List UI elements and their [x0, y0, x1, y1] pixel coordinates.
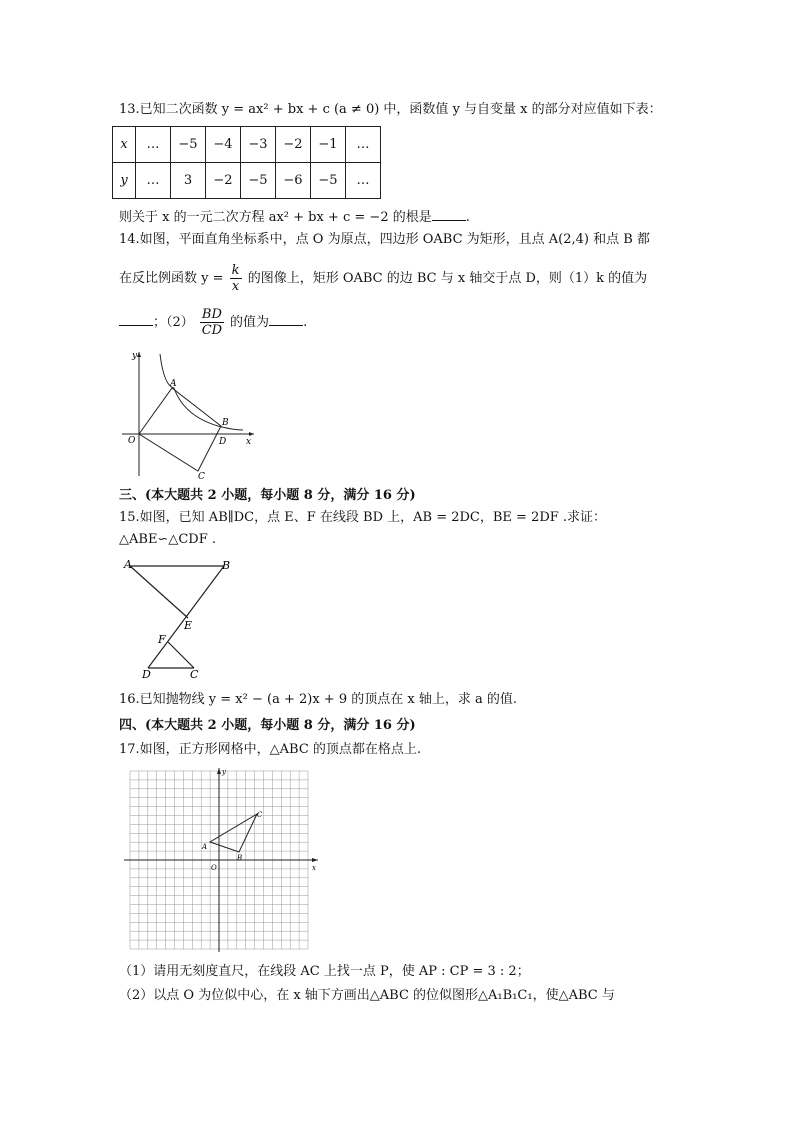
- frac-num: k: [231, 263, 240, 278]
- label-c: C: [257, 811, 263, 819]
- q15-line1: 15.如图，已知 AB∥DC，点 E、F 在线段 BD 上，AB = 2DC，BE = 2DF .求证：: [119, 510, 607, 525]
- table-cell: y: [113, 163, 136, 199]
- q14-text: 在反比例函数 y =: [119, 271, 224, 286]
- table-cell: −2: [206, 163, 241, 199]
- label-x: x: [246, 437, 252, 447]
- q14-text: .: [303, 315, 308, 330]
- table-cell: −5: [311, 163, 346, 199]
- label-d: D: [142, 668, 151, 681]
- segment-ae: [130, 566, 188, 618]
- q13-value-table: [112, 126, 381, 199]
- table-cell: −5: [241, 163, 276, 199]
- q17-part1: （1）请用无刻度直尺，在线段 AC 上找一点 P，使 AP : CP = 3 : 2；: [119, 964, 530, 979]
- answer-blank[interactable]: [269, 311, 303, 326]
- frac-den: CD: [201, 323, 223, 338]
- q13-question-text: 则关于 x 的一元二次方程 ax² + bx + c = −2 的根是: [119, 210, 432, 225]
- fraction-bd-over-cd: [200, 307, 224, 338]
- table-cell: x: [113, 127, 136, 163]
- q14-line1: 14.如图，平面直角坐标系中，点 O 为原点，四边形 OABC 为矩形，且点 A(2,4) 和点 B 都: [119, 232, 650, 247]
- table-cell: −5: [171, 127, 206, 163]
- answer-blank[interactable]: [432, 206, 466, 221]
- table-cell: …: [136, 127, 171, 163]
- label-y: y: [222, 768, 226, 776]
- label-f: F: [158, 633, 166, 646]
- q14-text: 的图像上，矩形 OABC 的边 BC 与 x 轴交于点 D，则（1）k 的值为: [247, 271, 648, 286]
- label-b: B: [222, 559, 231, 572]
- q17-grid-figure: [122, 764, 322, 954]
- q17-part2: （2）以点 O 为位似中心，在 x 轴下方画出△ABC 的位似图形△A₁B₁C₁，使△ABC 与: [119, 988, 615, 1003]
- segment-bd: [148, 566, 224, 668]
- label-y: y: [132, 351, 138, 361]
- label-b: B: [222, 418, 229, 428]
- q15-line2: △ABE∽△CDF .: [119, 532, 216, 547]
- table-cell: …: [136, 163, 171, 199]
- q13-question: [119, 206, 470, 228]
- table-cell: −2: [276, 127, 311, 163]
- q14-line2: [119, 262, 647, 296]
- q14-text: ；（2）: [153, 315, 194, 330]
- q17-intro: 17.如图，正方形网格中，△ABC 的顶点都在格点上.: [119, 742, 422, 757]
- fraction-k-over-x: [230, 263, 242, 294]
- q13-question-end: .: [465, 210, 470, 225]
- q13-intro: 13.已知二次函数 y = ax² + bx + c (a ≠ 0) 中，函数值 y 与自变量 x 的部分对应值如下表：: [119, 102, 662, 117]
- section-3-heading: 三、(本大题共 2 小题，每小题 8 分，满分 16 分): [119, 488, 416, 503]
- frac-num: BD: [201, 307, 222, 322]
- table-cell: −3: [241, 127, 276, 163]
- x-axis-arrow: [312, 858, 318, 862]
- label-x: x: [312, 864, 316, 872]
- segment-fc: [168, 642, 194, 668]
- answer-blank[interactable]: [119, 311, 153, 326]
- triangle-abc: [210, 814, 257, 852]
- x-axis-arrow: [249, 432, 254, 436]
- table-row-x: [113, 127, 381, 163]
- table-cell: −1: [311, 127, 346, 163]
- q14-text: 的值为: [230, 315, 270, 330]
- label-o: O: [211, 864, 217, 872]
- table-cell: …: [346, 127, 381, 163]
- table-row-y: [113, 163, 381, 199]
- table-cell: −6: [276, 163, 311, 199]
- q14-line3: [119, 306, 307, 340]
- q15-figure: [118, 556, 238, 682]
- label-e: E: [184, 619, 193, 632]
- label-d: D: [219, 437, 227, 447]
- label-a: A: [124, 558, 132, 571]
- hyperbola-curve: [160, 354, 243, 430]
- table-cell: 3: [171, 163, 206, 199]
- label-a: A: [170, 379, 177, 389]
- section-4-heading: 四、(本大题共 2 小题，每小题 8 分，满分 16 分): [119, 718, 416, 733]
- label-o: O: [128, 436, 136, 446]
- q14-figure: [118, 346, 258, 482]
- y-axis-arrow: [137, 352, 141, 357]
- table-cell: …: [346, 163, 381, 199]
- label-b: B: [237, 854, 243, 862]
- label-c: C: [190, 668, 199, 681]
- label-c: C: [198, 472, 205, 482]
- table-cell: −4: [206, 127, 241, 163]
- frac-den: x: [231, 279, 240, 294]
- label-a: A: [202, 843, 208, 851]
- q16-text: 16.已知抛物线 y = x² − (a + 2)x + 9 的顶点在 x 轴上，求 a 的值.: [119, 692, 517, 707]
